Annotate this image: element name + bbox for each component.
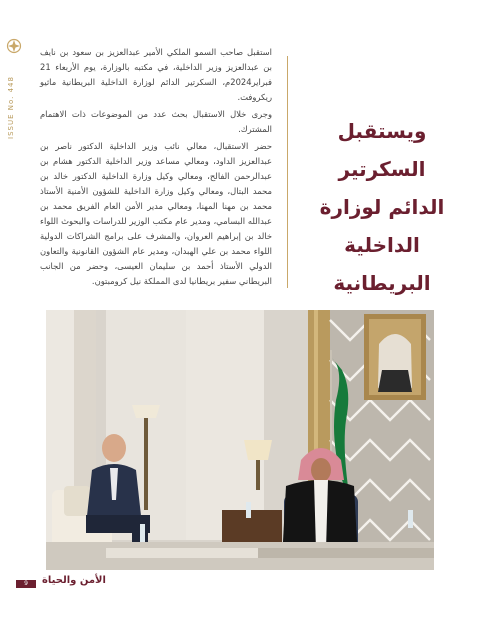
article-body [40, 45, 272, 285]
meeting-photo [46, 310, 434, 570]
side-issue-mark [6, 38, 22, 158]
column-divider [287, 56, 288, 288]
body-paragraph-2: وجرى خلال الاستقبال بحث عدد من الموضوعات ذات الاهتمام المشترك. [40, 109, 272, 134]
headline-line-2: الدائم لوزارة [319, 195, 445, 219]
headline-line-3: الداخلية البريطانية [333, 233, 431, 295]
issue-number: ISSUE No. 448 [7, 76, 15, 140]
headline-line-1: ويستقبل السكرتير [337, 119, 427, 181]
page-number: 9 [24, 580, 28, 587]
article-headline [296, 112, 468, 302]
body-paragraph-3: حضر الاستقبال، معالي نائب وزير الداخلية الدكتور ناصر بن عبدالعزيز الداود، ومعالي مساعد وزير الداخلية الدكتور هشام بن عبدالرحمن الفالح، ومعالي وكيل وزارة الداخلية الدكتور خالد بن محمد البتال، ومعالي وكيل وزارة الداخلية للشؤون الأمنية الأستاذ محمد بن مهنا المهنا، ومعالي مدير الأمن العام الفريق محمد بن عبدالله البسامي، ومدير عام مكتب الوزير للدراسات والبحوث اللواء خالد بن إبراهيم العروان، والمشرف على برامج الشراكات الدولية اللواء محمد بن علي الهبدان، ومدير عام الشؤون القانونية والتعاون الدولي الأستاذ أحمد بن سليمان العيسى، وحضر من الجانب البريطاني سفير بريطانيا لدى المملكة نيل كرومبتون. [40, 141, 272, 286]
magazine-name: الأمن والحياة [42, 575, 106, 586]
meeting-photo-illustration [46, 310, 434, 570]
magazine-emblem-icon [6, 38, 22, 54]
body-paragraph-1: استقبل صاحب السمو الملكي الأمير عبدالعزيز بن سعود بن نايف بن عبدالعزيز وزير الداخلية، في مكتبه بالوزارة، يوم الأربعاء 21 فبراير2024م، السكرتير الدائم لوزارة الداخلية البريطانية ماثيو ريكروفت. [40, 47, 272, 102]
